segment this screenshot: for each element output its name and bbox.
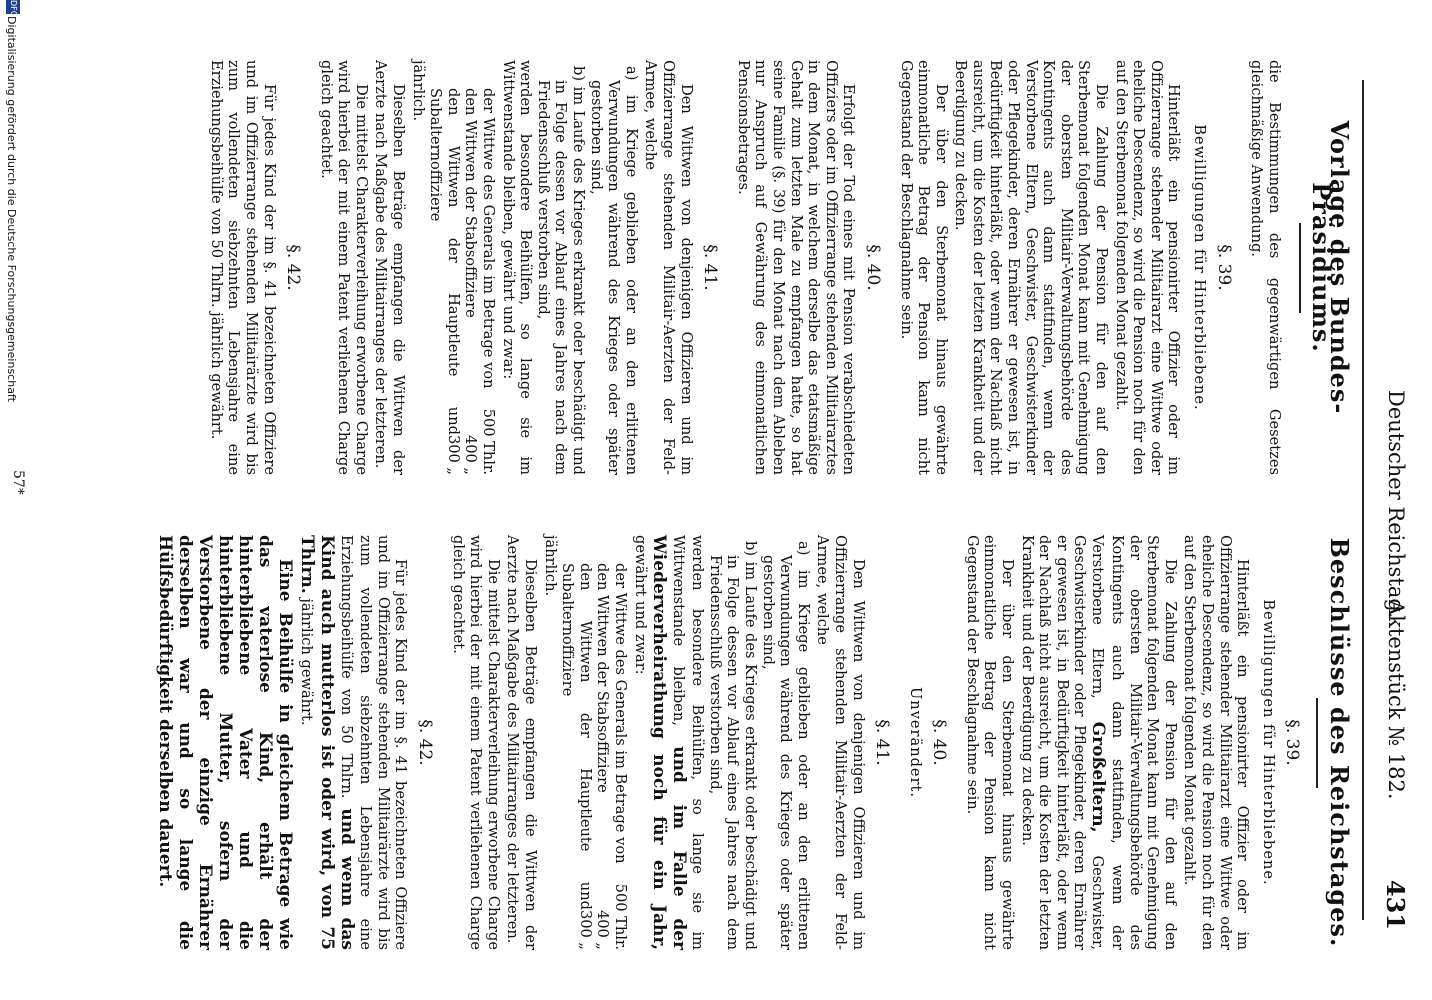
p41-4-right: Die mittelst Charakterverleihung erworbene Charge wird hierbei der mit einem Patent verliehenen Charge gleich geachtet. [449,535,502,950]
paragraph-39-title-left: Bewilligungen für Hinterbliebene. [1191,124,1209,411]
column-rule-right [1316,698,1318,788]
p41-1-right: Den Wittwen von denjenigen Offizieren und im Offizierrange stehenden Militair-Aerzten der Feld-Armee, welche [814,535,867,950]
rate-row: der Wittwe des Generals im Betrage von 500 Thlr. [612,563,629,950]
rates-left [427,60,497,475]
rate-row: den Wittwen der Hauptleute und Subalternoffiziere 300 „ [427,88,462,475]
unchanged-note: Unverändert. [906,686,924,799]
p42-1-left: Für jedes Kind der im §. 41 bezeichneten Offiziere und im Offizierrange stehenden Militairärzte wird bis zum vollendeten siebzehnten Lebensjahre eine Erziehungsbeihülfe von 50 Thlrn. jährlich gewährt. [207,60,278,475]
rates-suffix-right: jährlich. [541,535,559,597]
column-heading-left: Vorlage des Bundes-Präsidiums. [1307,120,1354,415]
rates-suffix-left: jährlich. [409,60,427,122]
page-number: 431 [1381,879,1410,930]
header-rule [1362,80,1364,920]
digitization-note: Digitalisierung gefördert durch die Deutsche Forschungsgemeinschaft [5,16,18,402]
column-reichstag [153,535,1352,950]
p40-1-left: Erfolgt der Tod eines mit Pension verabschiedeten Offiziers oder im Offizierrange stehenden Militairarztes in dem Monat, in welchem derselbe das etatsmäßige Gehalt zum letzten Male zu empfangen hatte, so hat seine Familie (§. 39) für den Monat nach dem Ableben nur Anspruch auf Gewährung des einmonatlichen Pensionsbetrages. [734,60,858,475]
p41-b-left: b) im Laufe des Krieges erkrankt oder beschädigt und in Folge dessen vor Ablauf eines Jahres nach dem Friedensschluß verstorben sind, [534,66,588,475]
p41-2-left: werden besondere Beihülfen, so lange sie im Wittwenstande bleiben, gewährt und zwar: [499,60,535,475]
p42-1-right: Für jedes Kind der im §. 41 bezeichneten Offiziere und im Offizierrange stehenden Militairärzte wird bis zum vollendeten siebzehnten Lebensjahre eine Erziehungsbeihülfe von 50 Thlrn. und wenn das Kind auch mutterlos ist oder wird, von 75 Thlrn. jährlich gewährt. [296,535,410,951]
paragraph-41-right: §. 41. [872,719,893,766]
p41-2-right: werden besondere Beihülfen, so lange sie im Wittwenstande bleiben, und im Falle der Wiederverheirathung noch für ein Jahr, gewährt und zwar: [631,535,707,951]
p41-3-left: Dieselben Beträge empfangen die Wittwen der Aerzte nach Maßgabe des Militairranges der letzteren. [372,60,408,475]
amendment-bold: und wenn das Kind auch mutterlos ist oder wird, von 75 Thlrn. [296,535,357,951]
attachment-number: Aktenstück № 182. [1384,600,1408,800]
rate-row: den Wittwen der Stabsoffiziere 400 „ [462,88,480,475]
page-header [1370,60,1410,940]
p39-2-left: Die Zahlung der Pension für den auf den Sterbemonat folgenden Monat kann mit Genehmigung der obersten Militair-Verwaltungsbehörde des Kontingents auch dann stattfinden, wenn der Verstorbene Eltern, Geschwister, Geschwisterkinder oder Pflegekinder, deren Ernährer er gewesen ist, in Bedürftigkeit hinterläßt, oder wenn der Nachlaß nicht ausreicht, um die Kosten der letzten Krankheit und der Beerdigung zu decken. [952,60,1111,475]
p41-3-right: Dieselben Beträge empfangen die Wittwen der Aerzte nach Maßgabe des Militairranges der letzteren. [504,535,540,950]
p39-2-right: Die Zahlung der Pension für den auf den Sterbemonat folgenden Monat kann mit Genehmigung der obersten Militair-Verwaltungsbehörde des Kontingents auch dann stattfinden, wenn der Verstorbene Eltern, Großeltern, Geschwister, Geschwisterkinder oder Pflegekinder, deren Ernährer er gewesen ist, in Bedürftigkeit hinterläßt, oder wenn der Nachlaß nicht ausreicht, um die Kosten der letzten Krankheit und der Beerdigung zu decken. [1018,535,1179,950]
rates-right [559,535,629,950]
paragraph-40-right: §. 40. [929,719,950,766]
column-bundesrat [205,60,1352,475]
paragraph-39-right: §. 39. [1282,719,1303,766]
p41-a-right: a) im Kriege geblieben oder an den erlittenen Verwundungen während des Krieges oder später gestorben sind, [759,541,812,950]
p39-1-left: Hinterläßt ein pensionirter Offizier oder im Offizierrange stehender Militairarzt eine Wittwe oder eheliche Descendenz, so wird die Pension noch für den auf den Sterbemonat folgenden Monat gezahlt. [1112,60,1183,475]
paragraph-40-left: §. 40. [862,244,883,291]
column-rule-left [1299,223,1301,313]
rate-row: den Wittwen der Hauptleute und Subalternoffiziere 300 „ [559,563,594,950]
rate-row: der Wittwe des Generals im Betrage von 500 Thlr. [480,88,498,475]
running-title: Deutscher Reichstag. [1384,390,1408,619]
p41-a-left: a) im Kriege geblieben oder an den erlittenen Verwundungen während des Krieges oder später gestorben sind, [587,66,640,475]
paragraph-41-left: §. 41. [700,244,721,291]
paragraph-39-left: §. 39. [1213,244,1234,291]
signature-mark: 57* [10,470,26,495]
digitization-footer [0,0,22,1000]
rate-row: den Wittwen der Stabsoffiziere 400 „ [594,563,612,950]
p41-4-left: Die mittelst Charakterverleihung erworbene Charge wird hierbei der mit einem Patent verliehenen Charge gleich geachtet. [317,60,370,475]
amendment-bold: und im Falle der Wiederverheirathung noch für ein Jahr, [648,535,689,951]
p42-2-right: Eine Beihülfe in gleichem Betrage wie das vaterlose Kind, erhält der hinterbliebene Vater und die hinterbliebene Mutter, sofern der Verstorbene der einzige Ernährer derselben war und so lange die Hülfsbedürftigkeit derselben dauert. [154,535,295,950]
p41-b-right: b) im Laufe des Krieges erkrankt oder beschädigt und in Folge dessen vor Ablauf eines Jahres nach dem Friedensschluß verstorben sind, [706,541,759,950]
amendment-bold: Großeltern, [1088,721,1109,833]
p39-3-left: Der über den Sterbemonat hinaus gewährte einmonatliche Betrag der Pension kann nicht Gegenstand der Beschlagnahme sein. [897,60,950,475]
intro-text: die Bestimmungen des gegenwärtigen Gesetzes gleichmäßige Anwendung. [1248,60,1283,475]
paragraph-42-left: §. 42. [283,244,304,291]
paragraph-42-right: §. 42. [415,719,436,766]
paragraph-39-title-right: Bewilligungen für Hinterbliebene. [1259,599,1277,886]
p41-1-left: Den Wittwen von denjenigen Offizieren und im Offizierrange stehenden Militair-Aerzten der Feld-Armee, welche [642,60,695,475]
p39-1-right: Hinterläßt ein pensionirter Offizier oder im Offizierrange stehender Militairarzt eine Wittwe oder eheliche Descendenz, so wird die Pension noch für den auf den Sterbemonat folgenden Monat gezahlt. [1181,535,1252,950]
column-heading-right: Beschlüsse des Reichstages. [1325,537,1354,948]
dfg-logo: DFG [6,0,20,14]
p39-3-right: Der über den Sterbemonat hinaus gewährte einmonatliche Betrag der Pension kann nicht Gegenstand der Beschlagnahme sein. [963,535,1017,950]
